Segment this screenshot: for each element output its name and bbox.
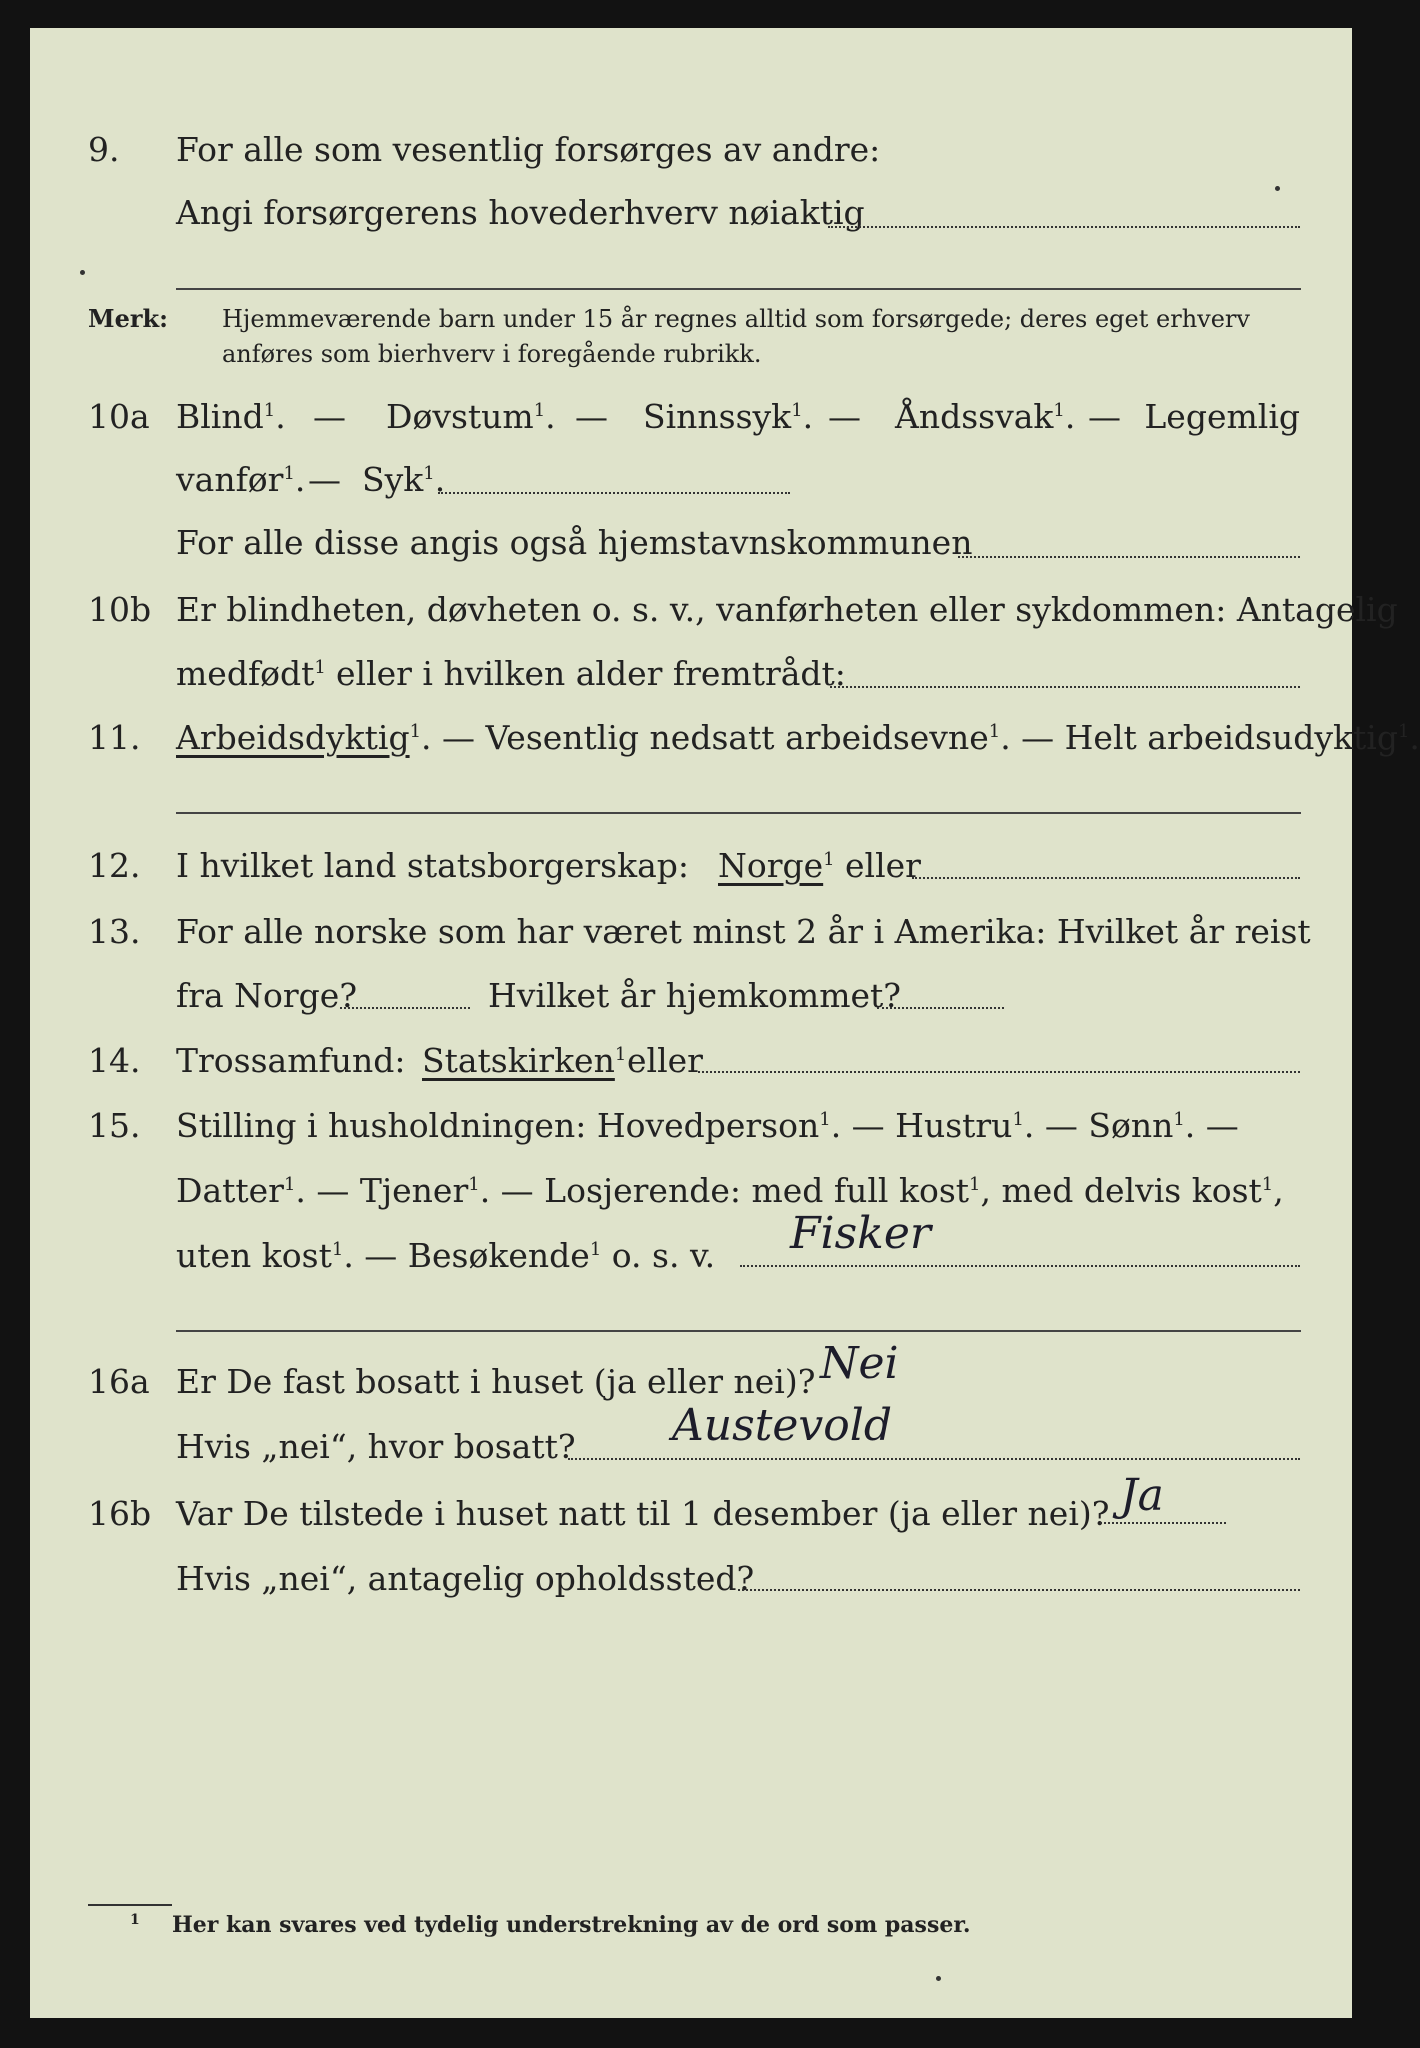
q16a-text-2: Hvis „nei“, hvor bosatt? (176, 1427, 576, 1466)
option-delvis-kost[interactable]: , med delvis kost (980, 1171, 1262, 1210)
q10a-answer-line[interactable] (438, 492, 790, 494)
dash: — (828, 397, 861, 436)
period: . (1409, 718, 1420, 757)
q16b-answer-line[interactable] (1100, 1522, 1226, 1524)
dash: — (308, 460, 341, 499)
q13-text-b: Hvilket år hjemkommet? (488, 976, 901, 1015)
q10b-number: 10b (88, 590, 152, 629)
sup: 1 (1173, 1109, 1185, 1130)
q16b-opholdssted-line[interactable] (738, 1589, 1300, 1591)
q16b-text: Var De tilstede i huset natt til 1 desember (ja eller nei)? (176, 1494, 1110, 1533)
sup: 1 (331, 1239, 344, 1260)
q9-number: 9. (88, 130, 120, 169)
q16a-number: 16a (88, 1362, 150, 1401)
handwritten-answer-ja: Ja (1120, 1470, 1164, 1521)
q14-text: Trossamfund: (176, 1041, 406, 1080)
q9-text: For alle som vesentlig forsørges av andre: (176, 130, 881, 169)
q11-number: 11. (88, 718, 141, 757)
ink-speck (80, 270, 85, 275)
sup: 1 (314, 657, 326, 678)
option-full-kost[interactable]: . — Losjerende: med full kost (479, 1171, 970, 1210)
q12-text: I hvilket land statsborgerskap: (176, 846, 690, 885)
option-nedsatt[interactable]: . — Vesentlig nedsatt arbeidsevne (421, 718, 989, 757)
option-hustru[interactable]: . — Hustru (830, 1106, 1013, 1145)
comma: , (1273, 1171, 1284, 1210)
q14-number: 14. (88, 1041, 141, 1080)
merk-label: Merk: (88, 304, 168, 333)
sup: 1 (1261, 1174, 1274, 1195)
option-sonn[interactable]: . — Sønn (1023, 1106, 1174, 1145)
sup: 1 (819, 1109, 831, 1130)
merk-text-2: anføres som bierhverv i foregående rubrikk. (222, 340, 762, 368)
option-datter[interactable]: Datter (176, 1171, 284, 1210)
q10a-text-3: For alle disse angis også hjemstavnskommunen (176, 523, 973, 562)
option-tjener[interactable]: . — Tjener (295, 1171, 469, 1210)
q14-eller: eller (627, 1041, 703, 1080)
section-rule (176, 812, 1301, 814)
option-blind[interactable]: Blind (176, 397, 264, 436)
ink-speck (1275, 186, 1280, 191)
q12-eller: eller (845, 846, 921, 885)
option-hovedperson[interactable]: Stilling i husholdningen: Hovedperson (176, 1106, 820, 1145)
option-syk[interactable]: Syk (362, 460, 424, 499)
hjemstavn-answer-line[interactable] (958, 556, 1300, 558)
option-norge[interactable]: Norge (718, 846, 824, 885)
section-rule (176, 1330, 1301, 1332)
merk-text-1: Hjemmeværende barn under 15 år regnes alltid som forsørgede; deres eget erhverv (222, 305, 1250, 333)
q15-osv: o. s. v. (611, 1236, 716, 1275)
option-legemlig[interactable]: Legemlig (1144, 397, 1300, 436)
option-andssvak[interactable]: Åndssvak (895, 397, 1054, 436)
sup: 1 (263, 400, 276, 421)
q13-text-a: fra Norge? (176, 976, 358, 1015)
q10b-text: Er blindheten, døvheten o. s. v., vanførheten eller sykdommen: Antagelig (176, 590, 1398, 629)
q13-number: 13. (88, 912, 141, 951)
q13-hjemkommet-line[interactable] (877, 1007, 1004, 1009)
option-vanfor[interactable]: vanfør (176, 460, 284, 499)
sup: 1 (409, 721, 422, 742)
q10b-text-2: eller i hvilken alder fremtrådt: (336, 654, 846, 693)
option-arbeidsdyktig[interactable]: Arbeidsdyktig (176, 718, 410, 757)
sup: 1 (423, 463, 435, 484)
sup: 1 (589, 1239, 602, 1260)
section-rule (176, 288, 1301, 290)
sup: 1 (283, 1174, 296, 1195)
q12-number: 12. (88, 846, 141, 885)
q10b-answer-line[interactable] (830, 686, 1300, 688)
q13-text: For alle norske som har været minst 2 år i Amerika: Hvilket år reist (176, 912, 1311, 951)
handwritten-answer-fisker: Fisker (790, 1208, 931, 1259)
ink-speck (936, 1976, 941, 1981)
sup: 1 (988, 721, 1001, 742)
sup: 1 (823, 849, 835, 870)
q16a-answer-line[interactable] (568, 1458, 1300, 1460)
option-udyktig[interactable]: . — Helt arbeidsudyktig (1000, 718, 1398, 757)
dash: — (1088, 397, 1121, 436)
option-dovstum[interactable]: Døvstum (386, 397, 534, 436)
option-statskirken[interactable]: Statskirken (422, 1041, 615, 1080)
q15-number: 15. (88, 1106, 141, 1145)
q9-text-2: Angi forsørgerens hovederhverv nøiaktig (176, 193, 865, 232)
option-uten-kost[interactable]: uten kost (176, 1236, 332, 1275)
option-besokende[interactable]: . — Besøkende (343, 1236, 590, 1275)
sup: 1 (533, 400, 546, 421)
sup: 1 (283, 463, 295, 484)
q14-answer-line[interactable] (698, 1071, 1300, 1073)
sup: 1 (969, 1174, 981, 1195)
q16b-number: 16b (88, 1494, 152, 1533)
option-sinnssyk[interactable]: Sinnssyk (643, 397, 792, 436)
footnote-mark: 1 (130, 1912, 140, 1928)
sup: 1 (1012, 1109, 1024, 1130)
q10a-number: 10a (88, 397, 150, 436)
sup: 1 (468, 1174, 480, 1195)
q16b-text-2: Hvis „nei“, antagelig opholdssted? (176, 1559, 755, 1598)
option-medfodt[interactable]: medfødt (176, 654, 315, 693)
handwritten-answer-austevold: Austevold (672, 1400, 892, 1451)
sup: 1 (791, 400, 803, 421)
sup: 1 (1053, 400, 1065, 421)
q9-answer-line[interactable] (828, 226, 1300, 228)
handwritten-answer-nei: Nei (820, 1338, 899, 1389)
dash: . — (1184, 1106, 1239, 1145)
dash: — (575, 397, 608, 436)
dash: — (313, 397, 346, 436)
q12-answer-line[interactable] (912, 877, 1300, 879)
q16a-text: Er De fast bosatt i huset (ja eller nei)? (176, 1362, 816, 1401)
footnote-rule (88, 1904, 172, 1906)
footnote-text: Her kan svares ved tydelig understrekning av de ord som passer. (172, 1912, 971, 1938)
sup: 1 (1397, 721, 1410, 742)
sup: 1 (614, 1044, 627, 1065)
q13-reist-line[interactable] (340, 1007, 470, 1009)
q15-answer-line[interactable] (740, 1265, 1300, 1267)
